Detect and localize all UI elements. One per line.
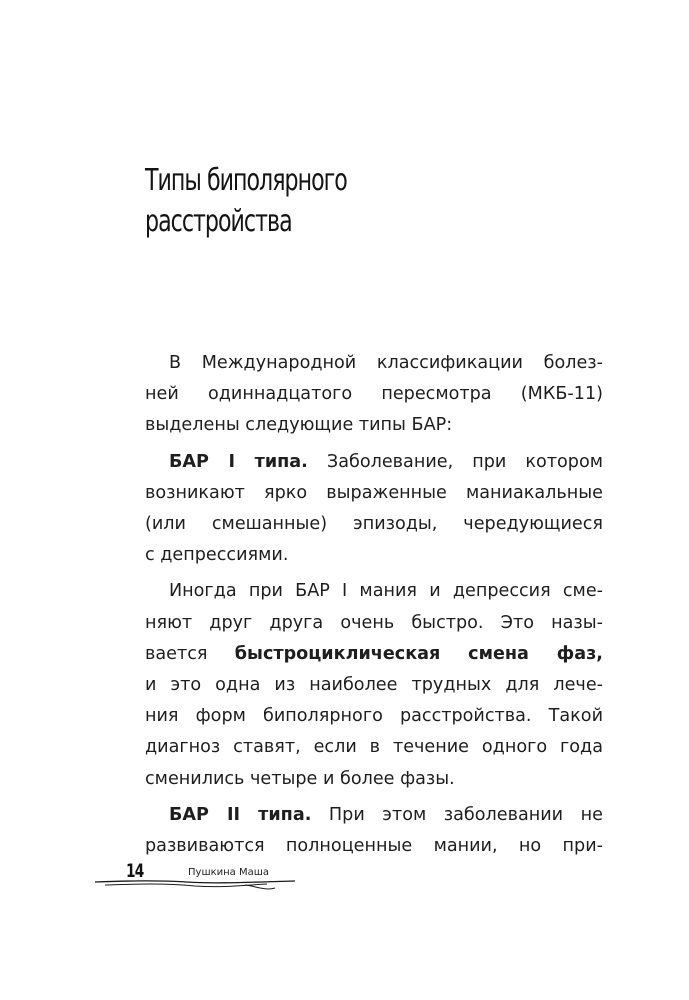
text-line: диагноз ставят, если в течение одного года (145, 737, 603, 758)
text-line: возникают ярко выраженные маниакальные (145, 482, 603, 503)
text-run: При этом заболевании не (311, 804, 603, 825)
text-line (145, 447, 603, 478)
text-line: сменились четыре и более фазы. (145, 768, 455, 789)
paragraph-intro (145, 348, 603, 442)
text-line: Иногда при БАР I мания и депрессия сме- (169, 581, 603, 602)
page-footer (95, 855, 295, 895)
text-line: и это одна из наиболее трудных для лече- (145, 675, 603, 696)
term-bar-2: БАР II типа. (169, 804, 312, 825)
author-name: Пушкина Маша (188, 867, 270, 878)
chapter-title-line-1: Типы биполярного (145, 163, 347, 199)
text-line: с депрессиями. (145, 545, 289, 566)
paragraph-bar-1 (145, 447, 603, 572)
paragraph-bar-2 (145, 800, 603, 862)
text-line: няют друг друга очень быстро. Это назы- (145, 612, 603, 633)
text-line (145, 639, 603, 670)
chapter-title-line-2: расстройства (145, 204, 292, 240)
text-line: ния форм биполярного расстройства. Такой (145, 706, 603, 727)
text-line: В Международной классификации болез- (169, 353, 603, 373)
term-rapid-cycling: быстроциклическая смена фаз, (234, 643, 603, 664)
paragraph-rapid-cycling (145, 576, 603, 794)
text-line (145, 800, 603, 831)
text-line: ней одиннадцатого пересмотра (МКБ-11) (145, 384, 603, 405)
text-line: выделены следующие типы БАР: (145, 415, 453, 436)
text-line: (или смешанные) эпизоды, чередующиеся (145, 514, 603, 535)
chapter-title (145, 160, 489, 242)
text-run: Заболевание, при котором (307, 451, 603, 472)
text-line: развиваются полноценные мании, но при- (145, 836, 603, 857)
term-bar-1: БАР I типа. (169, 451, 308, 472)
body-text (145, 348, 603, 867)
page-number: 14 (126, 860, 144, 882)
text-run: вается (145, 643, 235, 664)
